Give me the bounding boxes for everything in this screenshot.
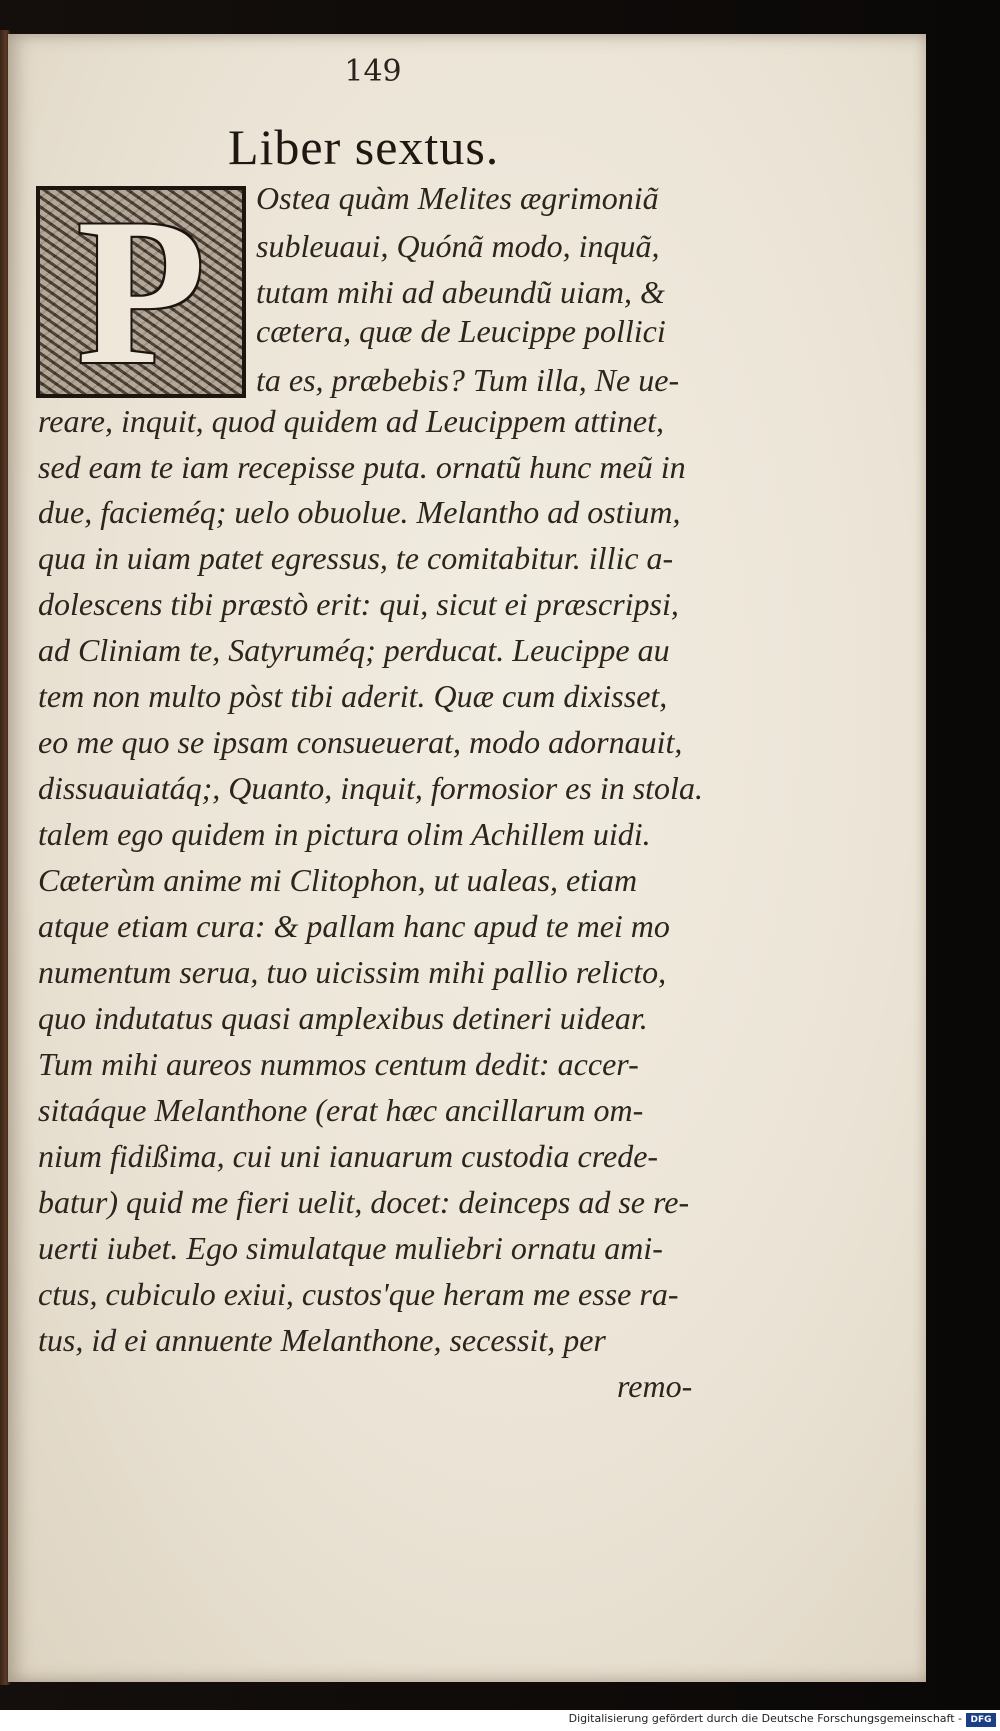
- text-line: tem non multo pòst tibi aderit. Quæ cum dixisset,: [38, 678, 668, 714]
- text-line: Ostea quàm Melites ægrimoniã: [256, 180, 659, 216]
- decorated-initial: [36, 176, 246, 408]
- catchword: remo-: [617, 1368, 693, 1404]
- text-line: sitaáque Melanthone (erat hæc ancillarum om-: [38, 1092, 644, 1128]
- text-line: due, facieméq; uelo obuolue. Melantho ad ostium,: [38, 494, 681, 530]
- text-line: dolescens tibi præstò erit: qui, sicut ei præscripsi,: [38, 586, 679, 622]
- page-number: 149: [344, 54, 402, 89]
- text-line: tus, id ei annuente Melanthone, secessit, per: [38, 1322, 606, 1358]
- text-line: Cæterùm anime mi Clitophon, ut ualeas, etiam: [38, 862, 638, 898]
- text-line: nium fidißima, cui uni ianuarum custodia crede-: [38, 1138, 659, 1174]
- digitization-credit: Digitalisierung gefördert durch die Deutsche Forschungsgemeinschaft -: [568, 1712, 962, 1725]
- text-line: subleuaui, Quónã modo, inquã,: [256, 228, 660, 264]
- dfg-logo: DFG: [966, 1713, 996, 1727]
- initial-letter: P: [76, 176, 206, 408]
- page-heading: Liber sextus.: [228, 119, 500, 175]
- text-line: tutam mihi ad abeundũ uiam, &: [256, 274, 665, 310]
- text-line: ctus, cubiculo exiui, custos'que heram me esse ra-: [38, 1276, 679, 1312]
- text-line: uerti iubet. Ego simulatque muliebri ornatu ami-: [38, 1230, 663, 1266]
- text-line: quo indutatus quasi amplexibus detineri uidear.: [38, 1000, 648, 1036]
- text-line: qua in uiam patet egressus, te comitabitur. illic a-: [38, 540, 674, 576]
- text-line: talem ego quidem in pictura olim Achillem uidi.: [38, 816, 651, 852]
- text-line: reare, inquit, quod quidem ad Leucippem attinet,: [38, 403, 664, 439]
- text-line: atque etiam cura: & pallam hanc apud te mei mo: [38, 908, 670, 944]
- text-line: batur) quid me fieri uelit, docet: deinceps ad se re-: [38, 1184, 690, 1220]
- text-line: Tum mihi aureos nummos centum dedit: accer-: [38, 1046, 639, 1082]
- text-line: cætera, quæ de Leucippe pollici: [256, 313, 666, 349]
- text-line: numentum serua, tuo uicissim mihi pallio relicto,: [38, 954, 667, 990]
- text-line: ta es, præbebis? Tum illa, Ne ue-: [256, 362, 680, 398]
- text-line: dissuauiatáq;, Quanto, inquit, formosior es in stola.: [38, 770, 703, 806]
- text-line: ad Cliniam te, Satyruméq; perducat. Leucippe au: [38, 632, 670, 668]
- text-line: eo me quo se ipsam consueuerat, modo adornauit,: [38, 724, 683, 760]
- text-line: sed eam te iam recepisse puta. ornatũ hunc meũ in: [38, 449, 686, 485]
